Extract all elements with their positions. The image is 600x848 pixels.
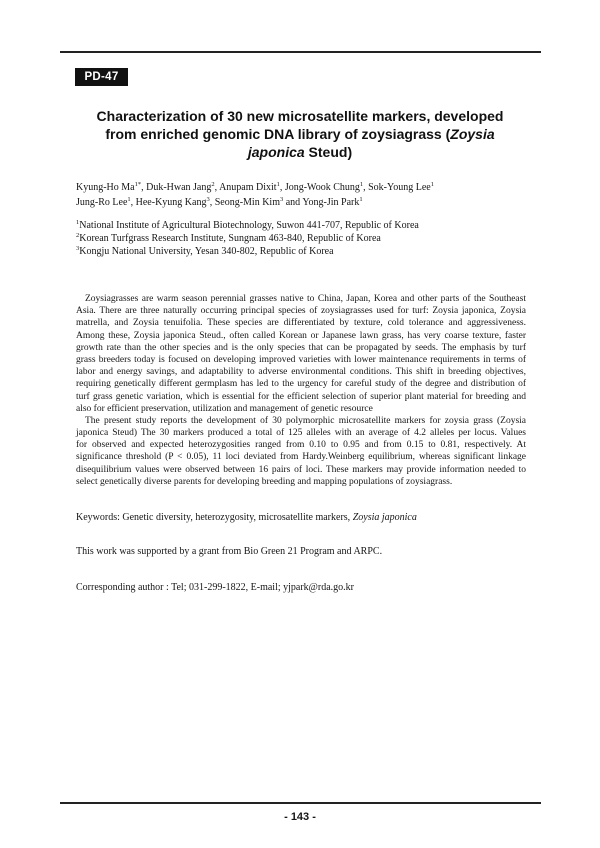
abstract-line: Asia. There are three naturally occurring principal species of zoysiagrasses used for turf: Zoysia japonica, Zoysia [76, 306, 526, 317]
abstract-line: turf grass genetic variation, which is essential for the efficient selection of superior plant material for breeding and [76, 391, 526, 402]
author-affiliation-mark: 2 [211, 181, 215, 188]
author-name: Kyung-Ho Ma [76, 182, 135, 193]
author-separator: , [141, 182, 147, 193]
abstract-line: labor and energy savings, and adaptability to adverse environmental conditions. This shift in breeding objectives, [76, 367, 526, 378]
title-species-italic: japonica [247, 144, 305, 160]
author-separator: , [209, 197, 215, 208]
abstract-line: significance threshold (P < 0.05), 11 loci deviated from Hardy.Weinberg equilibrium, whereas significant linkage [76, 452, 526, 463]
abstract-line: Among these, Zoysia japonica Steud., often called Korean or Japanese lawn grass, has very coarse texture, faster [76, 330, 526, 341]
author-affiliation-mark: 1 [430, 181, 434, 188]
affiliation-list [76, 219, 546, 258]
author-separator: , [279, 182, 285, 193]
title-species-italic: Zoysia [450, 126, 495, 142]
author-name: Anupam Dixit [219, 182, 277, 193]
author-line [76, 180, 546, 195]
affiliation-line [76, 219, 546, 232]
author-affiliation-mark: 1* [134, 181, 142, 188]
acknowledgement: This work was supported by a grant from Bio Green 21 Program and ARPC. [76, 546, 383, 557]
bottom-rule [60, 802, 541, 804]
title-text: Steud) [304, 144, 353, 160]
title-text: from enriched genomic DNA library of zoysiagrass ( [105, 126, 451, 142]
author-name: Jong-Wook Chung [284, 182, 360, 193]
author-separator: , [130, 197, 136, 208]
affiliation-mark: 3 [76, 245, 80, 252]
abstract-line: also for efficient preservation, utilization and management of genetic resource [76, 403, 373, 414]
paper-title [60, 107, 540, 161]
author-separator: and [283, 197, 303, 208]
author-name: Jung-Ro Lee [76, 197, 128, 208]
author-name: Yong-Jin Park [302, 197, 360, 208]
author-name: Seong-Min Kim [214, 197, 280, 208]
title-line [60, 125, 540, 143]
affiliation-text: National Institute of Agricultural Biotechnology, Suwon 441-707, Republic of Korea [79, 220, 419, 231]
abstract-line: select genetically diverse parents for developing breeding and mapping populations of zoysiagrass. [76, 476, 453, 487]
author-name: Sok-Young Lee [368, 182, 431, 193]
top-rule [60, 51, 541, 53]
author-separator: , [214, 182, 220, 193]
abstract-line: growth rate than the other species and is the only species that can be propagated by seeds. The emphasis by turf [76, 342, 526, 353]
abstract-line: grass breeders today is focused on developing improved varieties with lower maintenance requirements in terms of [76, 354, 526, 365]
author-separator: , [363, 182, 369, 193]
affiliation-line [76, 232, 546, 245]
author-name: Duk-Hwan Jang [146, 182, 212, 193]
author-affiliation-mark: 1 [359, 181, 364, 188]
affiliation-text: Kongju National University, Yesan 340-802, Republic of Korea [79, 246, 334, 257]
title-line: Characterization of 30 new microsatellite markers, developed [96, 108, 504, 124]
abstract-line: matrella, and Zoysia tenuifolia. These species are differentiated by texture, cold tolerance and aggressiveness. [76, 318, 526, 329]
keywords-species-italic: Zoysia japonica [352, 512, 417, 523]
author-affiliation-mark: 1 [127, 196, 131, 203]
abstract-line: japonica Steud) The 30 markers produced a total of 125 alleles with an average of 4.2 alleles per locus. Values [76, 428, 526, 439]
author-affiliation-mark: 1 [276, 181, 280, 188]
affiliation-mark: 2 [76, 232, 80, 239]
page-number: - 143 - [284, 811, 316, 823]
title-line [60, 143, 540, 161]
keywords [76, 511, 546, 525]
author-name: Hee-Kyung Kang [135, 197, 207, 208]
author-affiliation-mark: 3 [206, 196, 210, 203]
abstract-line: The present study reports the development of 30 polymorphic microsatellite markers for zoysia grass (Zoysia [85, 415, 526, 426]
corresponding-author: Corresponding author : Tel; 031-299-1822, E-mail; yjpark@rda.go.kr [76, 582, 354, 593]
poster-id-badge: PD-47 [75, 68, 128, 86]
abstract-line: Zoysiagrasses are warm season perennial grasses native to China, Japan, Korea and other parts of the Southeast [85, 294, 526, 304]
author-affiliation-mark: 1 [359, 196, 363, 203]
affiliation-text: Korean Turfgrass Research Institute, Sungnam 463-840, Republic of Korea [79, 233, 381, 244]
author-list [76, 180, 546, 210]
keywords-text: Keywords: Genetic diversity, heterozygosity, microsatellite markers, [76, 512, 353, 523]
affiliation-line [76, 245, 546, 258]
abstract [76, 293, 526, 488]
abstract-line: disequilibrium values were observed between 16 pairs of loci. These markers may provide information needed to [76, 464, 526, 475]
abstract-line: for observed and expected heterozygosities ranged from 0.10 to 0.95 and from 0.15 to 0.81, respectively. At [76, 440, 526, 451]
author-line [76, 195, 546, 210]
author-affiliation-mark: 3 [279, 196, 284, 203]
affiliation-mark: 1 [76, 219, 80, 226]
abstract-line: requiring genetically different germplasm has led to the urgency for careful study of the degree and distribution of [76, 379, 526, 390]
